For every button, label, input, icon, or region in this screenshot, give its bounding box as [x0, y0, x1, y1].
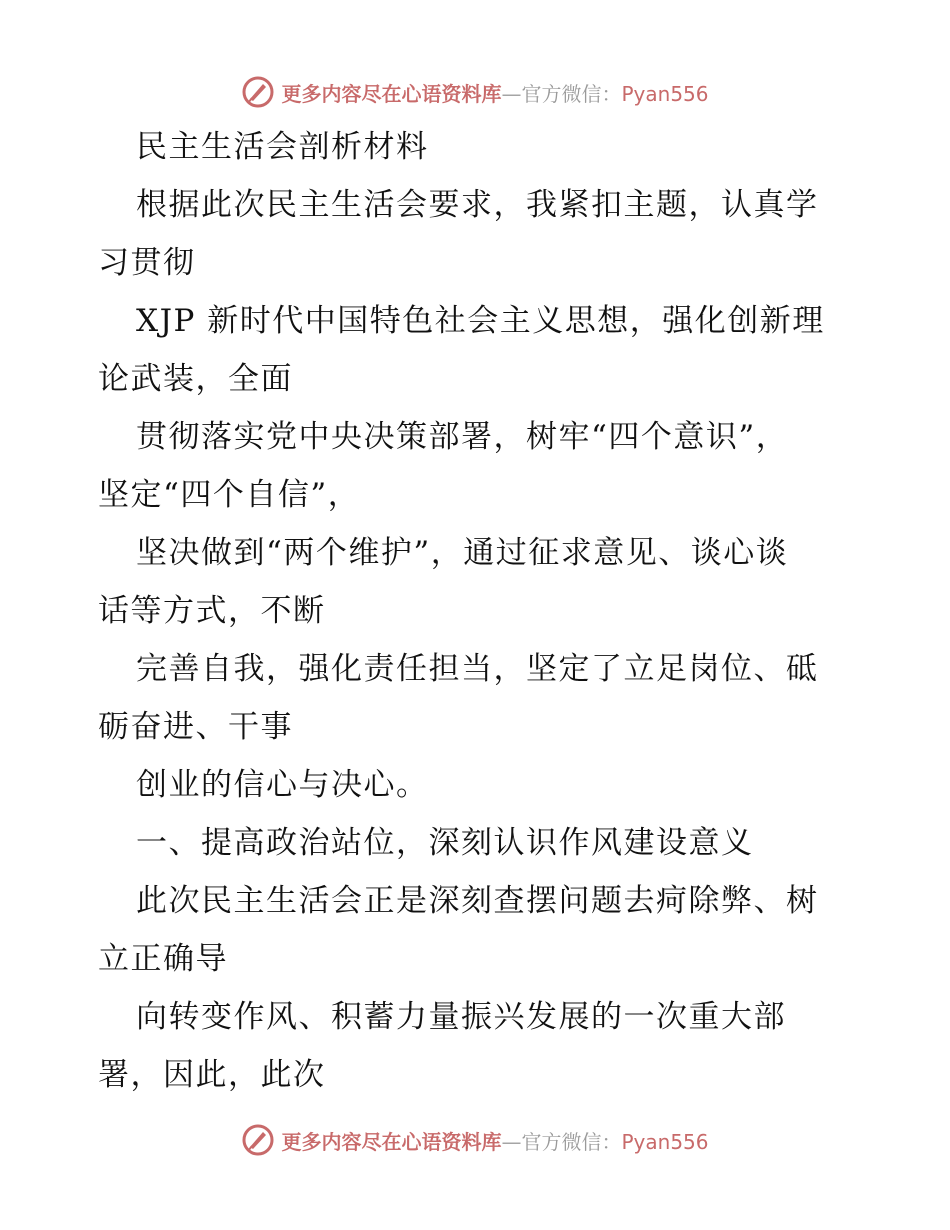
watermark-wechat-label: 官方微信：	[521, 1129, 622, 1154]
text-line: 完善自我，强化责任担当，坚定了立足岗位、砥	[136, 651, 819, 687]
document-body	[98, 118, 858, 1104]
footer-watermark	[0, 1120, 950, 1160]
watermark-wechat-label: 官方微信：	[521, 81, 622, 106]
text-line: 向转变作风、积蓄力量振兴发展的一次重大部	[136, 999, 786, 1035]
text-line: 一、提高政治站位，深刻认识作风建设意义	[136, 825, 754, 861]
quill-logo-icon	[241, 75, 275, 109]
text-line: 创业的信心与决心。	[136, 767, 429, 803]
text-line: 话等方式，不断	[98, 593, 326, 629]
header-watermark	[0, 72, 950, 112]
text-line: 此次民主生活会正是深刻查摆问题去疴除弊、树	[136, 883, 819, 919]
watermark-text	[281, 78, 708, 107]
watermark-dash: —	[501, 81, 522, 106]
text-line: 民主生活会剖析材料	[136, 129, 429, 165]
quill-logo-icon	[241, 1123, 275, 1157]
text-line: 砺奋进、干事	[98, 709, 293, 745]
watermark-wechat-id: Pyan556	[621, 1129, 709, 1154]
watermark-site: 更多内容尽在心语资料库	[281, 81, 502, 106]
text-line: 坚决做到“两个维护”，通过征求意见、谈心谈	[136, 535, 789, 571]
text-line: 习贯彻	[98, 245, 196, 281]
text-line: 根据此次民主生活会要求，我紧扣主题，认真学	[136, 187, 819, 223]
text-line: 立正确导	[98, 941, 228, 977]
watermark-site: 更多内容尽在心语资料库	[281, 1129, 502, 1154]
text-line: 坚定“四个自信”，	[98, 477, 361, 513]
watermark-text	[281, 1126, 708, 1155]
watermark-dash: —	[501, 1129, 522, 1154]
text-line: 论武装，全面	[98, 361, 293, 397]
watermark-wechat-id: Pyan556	[621, 81, 709, 106]
text-line: XJP 新时代中国特色社会主义思想，强化创新理	[136, 303, 825, 339]
text-line: 署，因此，此次	[98, 1057, 326, 1093]
text-line: 贯彻落实党中央决策部署，树牢“四个意识”，	[136, 419, 789, 455]
